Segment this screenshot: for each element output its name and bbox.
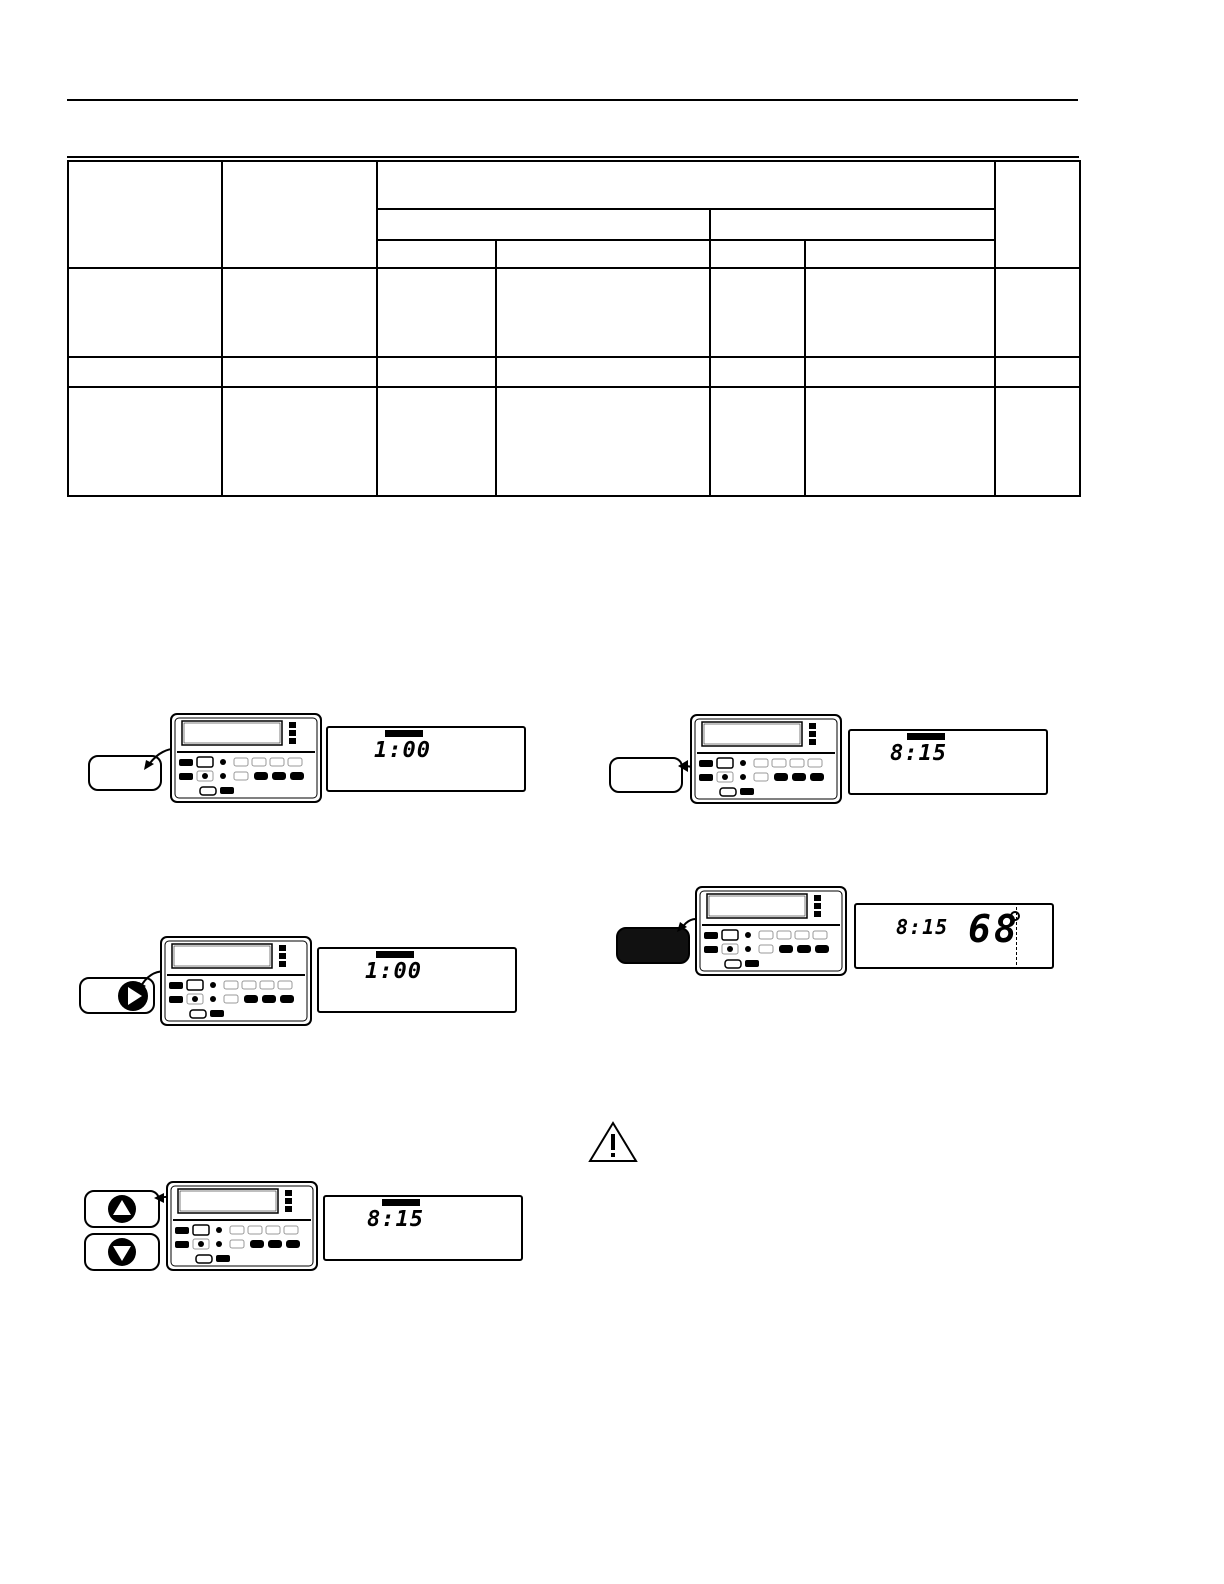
lcd-display <box>323 1195 523 1261</box>
thermostat-image <box>690 714 842 804</box>
header-sub-2 <box>496 240 710 267</box>
header-cell-1 <box>68 161 222 268</box>
header-cell-group <box>377 161 995 209</box>
warning-triangle-icon <box>588 1121 638 1163</box>
lcd-time: 8:15 <box>890 741 947 766</box>
table-row <box>68 357 1080 387</box>
lcd-display <box>317 947 517 1013</box>
thermostat-image <box>695 886 847 976</box>
thermostat-image <box>170 713 322 803</box>
lcd-display <box>848 729 1048 795</box>
table-row <box>68 268 1080 358</box>
lcd-time: 1:00 <box>365 959 422 984</box>
header-sub-1 <box>377 240 496 267</box>
header-cell-2 <box>222 161 377 268</box>
up-button[interactable] <box>84 1190 160 1228</box>
lcd-segment-divider <box>1016 907 1017 965</box>
header-subgroup-2 <box>710 209 995 240</box>
header-subgroup-1 <box>377 209 710 240</box>
table-top-rule <box>67 156 1079 158</box>
lcd-display <box>326 726 526 792</box>
header-sub-3 <box>710 240 805 267</box>
lcd-time: 8:15 <box>367 1207 424 1232</box>
lcd-time: 1:00 <box>374 738 431 763</box>
table-row <box>68 387 1080 496</box>
settings-table <box>67 160 1081 497</box>
header-sub-4 <box>805 240 995 267</box>
thermostat-image <box>160 936 312 1026</box>
lcd-time: 8:15 <box>896 915 949 939</box>
degree-icon <box>1010 911 1020 921</box>
lcd-temperature: 68 <box>968 907 1020 951</box>
down-triangle-icon <box>106 1236 138 1268</box>
up-triangle-icon <box>106 1193 138 1225</box>
step4-button[interactable] <box>609 757 683 793</box>
header-cell-last <box>995 161 1080 268</box>
down-button[interactable] <box>84 1233 160 1271</box>
lcd-display <box>854 903 1054 969</box>
thermostat-image <box>166 1181 318 1271</box>
top-rule <box>67 99 1078 101</box>
